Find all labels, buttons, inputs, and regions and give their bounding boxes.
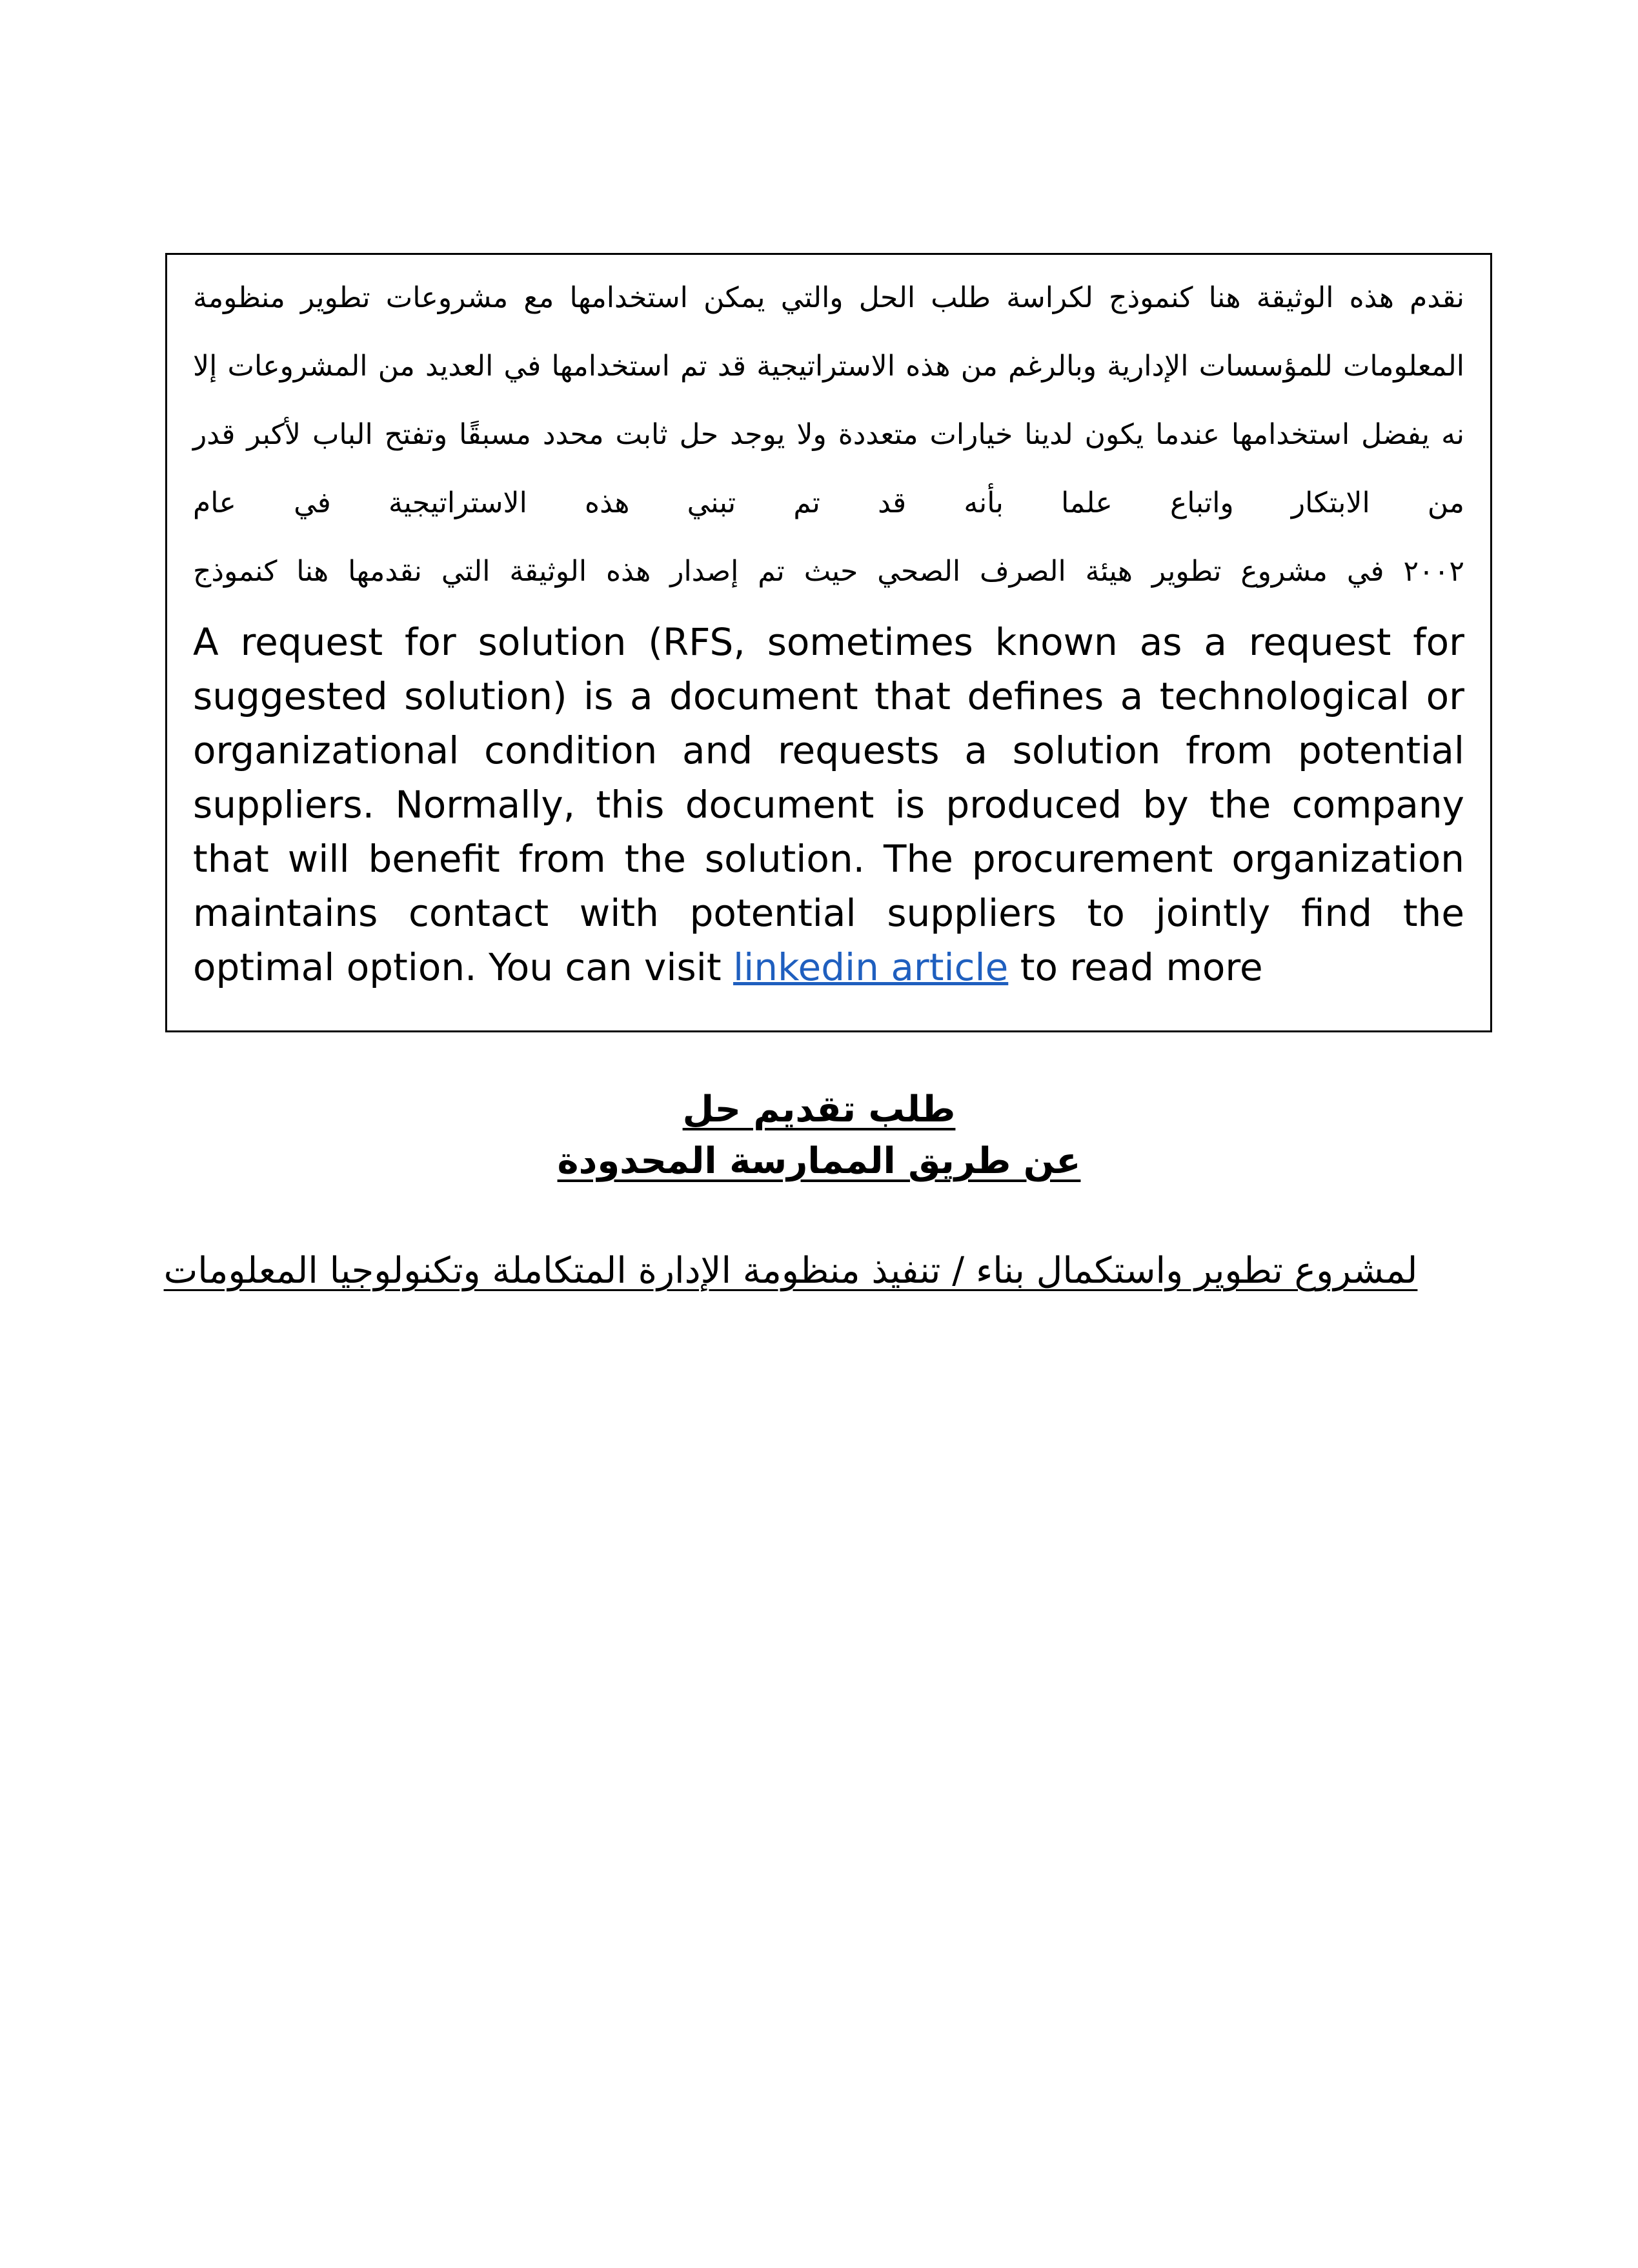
title-line-1 bbox=[0, 1084, 1638, 1136]
project-subtitle bbox=[155, 1245, 1426, 1297]
english-intro-paragraph bbox=[193, 615, 1464, 994]
linkedin-article-link[interactable]: linkedin article bbox=[733, 945, 1009, 989]
project-subtitle-text: لمشروع تطوير واستكمال بناء / تنفيذ منظومة الإدارة المتكاملة وتكنولوجيا المعلومات bbox=[163, 1250, 1418, 1292]
title-line-2-text: عن طريق الممارسة المحدودة bbox=[557, 1140, 1081, 1182]
document-title bbox=[0, 1084, 1638, 1187]
arabic-intro-last-line: ٢٠٠٢ في مشروع تطوير هيئة الصرف الصحي حيث تم إصدار هذه الوثيقة التي نقدمها هنا كنموذج bbox=[193, 555, 1464, 588]
english-intro-tail: to read more bbox=[1020, 945, 1263, 989]
arabic-intro-text: نقدم هذه الوثيقة هنا كنموذج لكراسة طلب الحل والتي يمكن استخدامها مع مشروعات تطوير منظومة المعلومات للمؤسسات الإدارية وبالرغم من هذه الاستراتيجية قد تم استخدامها في العديد من المشروعات إلا نه يفضل استخدامها عندما يكون لدينا خيارات متعددة ولا يوجد حل ثابت محدد مسبقًا وتفتح الباب لأكبر قدر من الابتكار واتباع علما بأنه قد تم تبني هذه الاستراتيجية في عام bbox=[193, 281, 1464, 519]
arabic-intro-paragraph bbox=[193, 264, 1464, 606]
title-line-2 bbox=[0, 1136, 1638, 1187]
intro-box bbox=[165, 253, 1492, 1032]
title-line-1-text: طلب تقديم حل bbox=[682, 1089, 956, 1130]
english-intro-text: A request for solution (RFS, sometimes known as a request for suggested solution) is a document that defines a technological or organizational condition and requests a solution from potential suppliers. Normally, this document is produced by the company that will benefit from the solution. The procurement organization maintains contact with potential suppliers to jointly find the optimal option. You can visit bbox=[193, 620, 1464, 989]
